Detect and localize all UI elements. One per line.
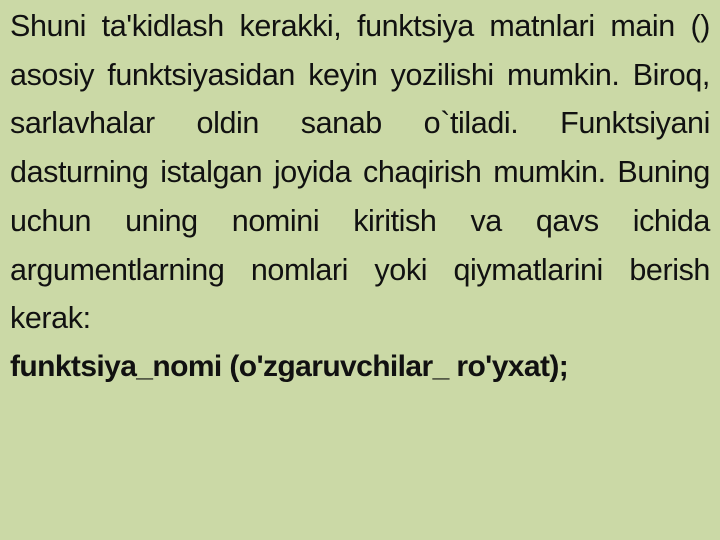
- body-paragraph: Shuni ta'kidlash kerakki, funktsiya matnlari main () asosiy funktsiyasidan keyin yozilishi mumkin. Biroq, sarlavhalar oldin sanab o`tiladi. Funktsiyani dasturning istalgan joyida chaqirish mumkin. Buning uchun uning nomini kiritish va qavs ichida argumentlarning nomlari yoki qiymatlarini berish kerak:: [10, 9, 710, 336]
- function-call-syntax: funktsiya_nomi (o'zgaruvchilar_ ro'yxat);: [10, 349, 569, 383]
